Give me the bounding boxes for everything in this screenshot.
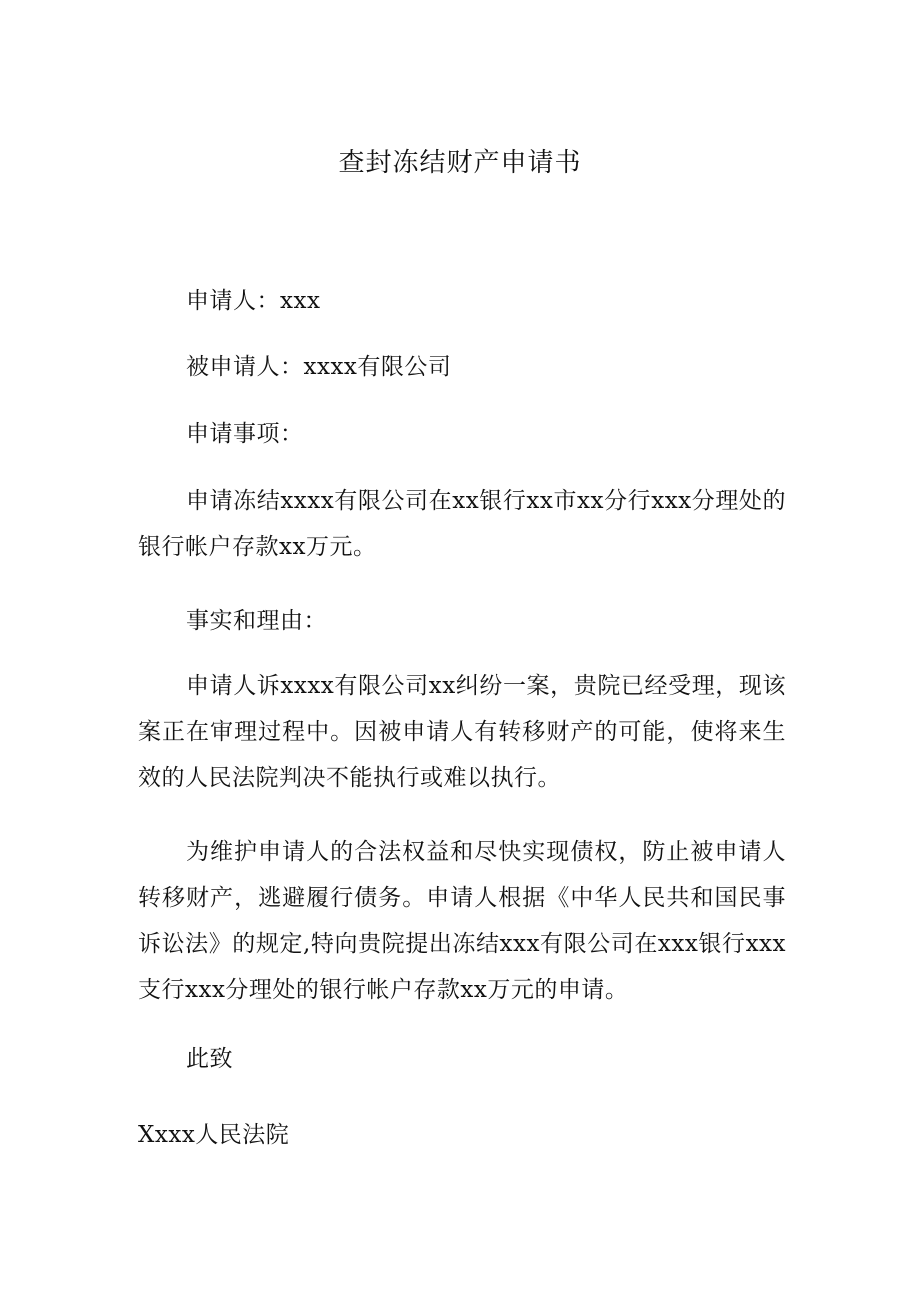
facts-heading: 事实和理由： [186,608,327,634]
facts-paragraph-1: 申请人诉xxxx有限公司xx纠纷一案，贵院已经受理，现该案正在审理过程中。因被申请人有转移财产的可能，使将来生效的人民法院判决不能执行或难以执行。 [138,673,786,791]
applicant-value: xxx [280,288,321,314]
matters-paragraph: 申请冻结xxxx有限公司在xx银行xx市xx分行xxx分理处的银行帐户存款xx万元。 [138,488,786,560]
applicant-line [138,278,786,324]
salutation: 此致 [186,1046,233,1072]
respondent-value: xxxx有限公司 [303,354,452,380]
respondent-line [138,344,786,390]
matters-heading: 申请事项： [186,421,304,447]
applicant-label: 申请人： [186,288,280,314]
respondent-label: 被申请人： [186,354,304,380]
document-title: 查封冻结财产申请书 [338,148,582,178]
court-name: Xxxx人民法院 [138,1122,290,1148]
facts-paragraph-2: 为维护申请人的合法权益和尽快实现债权，防止被申请人转移财产，逃避履行债务。申请人根据《中华人民共和国民事诉讼法》的规定,特向贵院提出冻结xxx有限公司在xxx银行xxx支行xxx分理处的银行帐户存款xx万元的申请。 [138,839,786,1003]
